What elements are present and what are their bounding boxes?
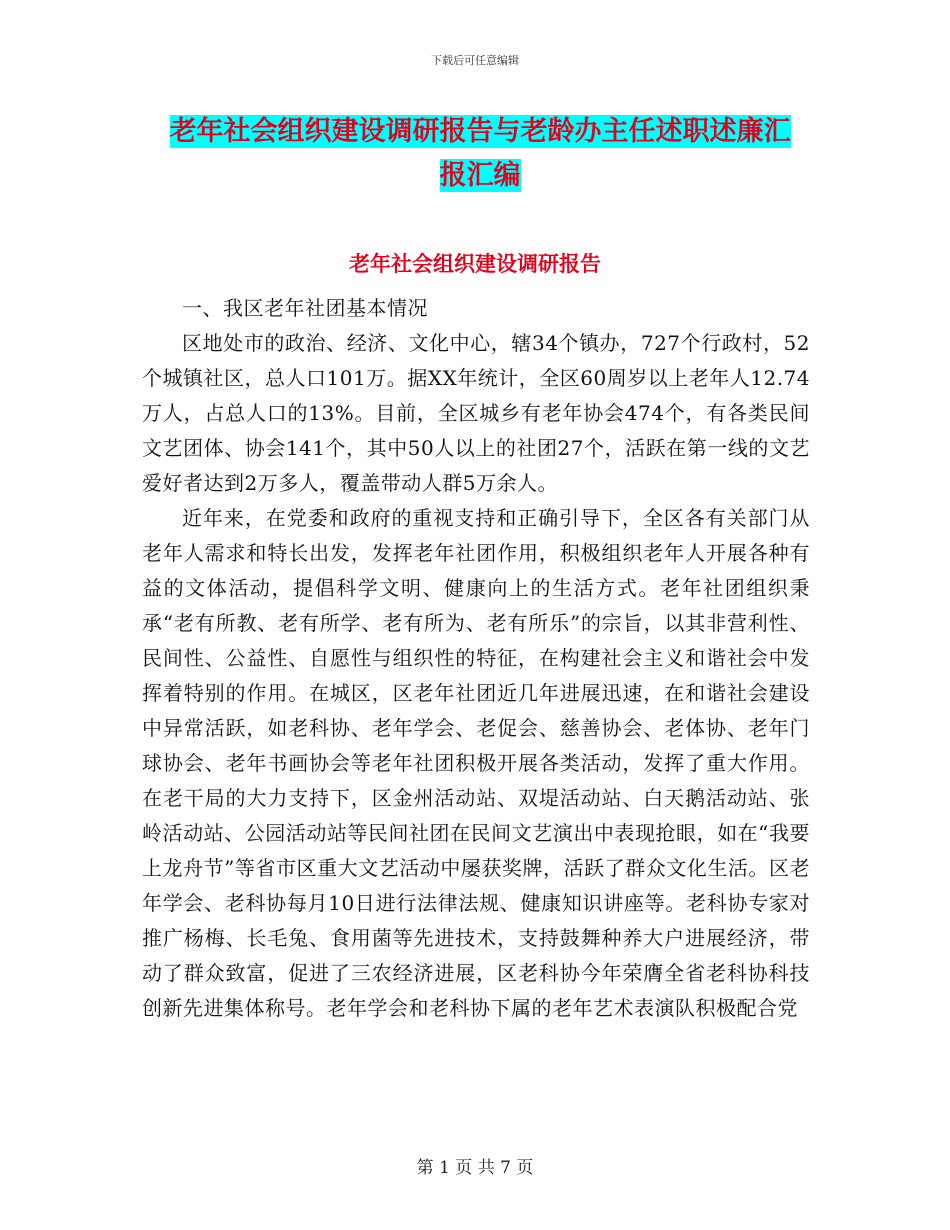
document-title-line-2: 报汇编 [439, 160, 521, 191]
page-number: 第 1 页 共 7 页 [416, 1158, 534, 1178]
paragraph: 区地处市的政治、经济、文化中心，辖34个镇办，727个行政村，52个城镇社区，总人口101万。据XX年统计，全区60周岁以上老年人12.74万人，占总人口的13%。目前，全区城乡有老年协会474个，有各类民间文艺团体、协会141个，其中50人以上的社团27个，活跃在第一线的文艺爱好者达到2万多人，覆盖带动人群5万余人。 [142, 331, 810, 495]
body-text [142, 291, 810, 1026]
paragraph: 近年来，在党委和政府的重视支持和正确引导下，全区各有关部门从老年人需求和特长出发，发挥老年社团作用，积极组织老年人开展各种有益的文体活动，提倡科学文明、健康向上的生活方式。老年社团组织秉承“老有所教、老有所学、老有所为、老有所乐”的宗旨，以其非营利性、民间性、公益性、自愿性与组织性的特征，在构建社会主义和谐社会中发挥着特别的作用。在城区，区老年社团近几年进展迅速，在和谐社会建设中异常活跃，如老科协、老年学会、老促会、慈善协会、老体协、老年门球协会、老年书画协会等老年社团积极开展各类活动，发挥了重大作用。在老干局的大力支持下，区金州活动站、双堤活动站、白天鹅活动站、张岭活动站、公园活动站等民间社团在民间文艺演出中表现抢眼，如在“我要上龙舟节”等省市区重大文艺活动中屡获奖牌，活跃了群众文化生活。区老年学会、老科协每月10日进行法律法规、健康知识讲座等。老科协专家对推广杨梅、长毛兔、食用菌等先进技术，支持鼓舞种养大户进展经济，带动了群众致富，促进了三农经济进展，区老科协今年荣膺全省老科协科技创新先进集体称号。老年学会和老科协下属的老年艺术表演队积极配合党 [142, 506, 810, 1020]
document-title-line-1: 老年社会组织建设调研报告与老龄办主任述职述廉汇 [169, 116, 791, 147]
page-header-note: 下载后可任意编辑 [431, 54, 519, 67]
document-title [140, 110, 820, 198]
section-title: 老年社会组织建设调研报告 [349, 252, 601, 276]
paragraph-heading: 一、我区老年社团基本情况 [182, 296, 428, 320]
